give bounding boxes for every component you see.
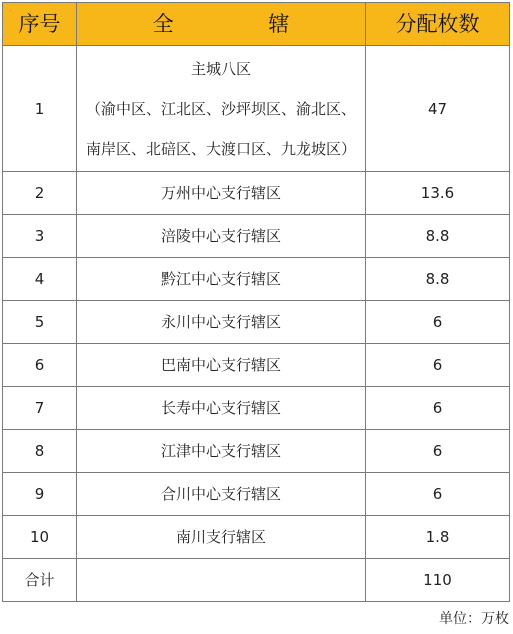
table-row <box>3 387 510 430</box>
table-row <box>3 344 510 387</box>
table-body <box>3 46 510 602</box>
table-row <box>3 258 510 301</box>
row-count: 6 <box>366 301 510 344</box>
row-area: 万州中心支行辖区 <box>77 172 366 215</box>
total-row <box>3 559 510 602</box>
area-line: 主城八区 <box>190 59 251 78</box>
table-header <box>3 3 510 46</box>
row-index: 2 <box>3 172 77 215</box>
table-row <box>3 473 510 516</box>
row-area: 永川中心支行辖区 <box>77 301 366 344</box>
row-area: 黔江中心支行辖区 <box>77 258 366 301</box>
row-index: 7 <box>3 387 77 430</box>
row-count: 6 <box>366 430 510 473</box>
row-count: 6 <box>366 344 510 387</box>
row-index: 1 <box>3 46 77 172</box>
area-line: （渝中区、江北区、沙坪坝区、渝北区、 <box>85 99 356 118</box>
row-count: 13.6 <box>366 172 510 215</box>
total-area <box>77 559 366 602</box>
row-area: 南川支行辖区 <box>77 516 366 559</box>
row-count: 6 <box>366 387 510 430</box>
unit-note: 单位：万枚 <box>439 611 509 627</box>
row-index: 10 <box>3 516 77 559</box>
header-area: 全 辖 <box>77 3 366 46</box>
table-row <box>3 215 510 258</box>
table-row <box>3 172 510 215</box>
total-label: 合计 <box>3 559 77 602</box>
row-count: 8.8 <box>366 258 510 301</box>
row-index: 8 <box>3 430 77 473</box>
row-area <box>77 46 366 172</box>
header-index: 序号 <box>3 3 77 46</box>
header-row <box>3 3 510 46</box>
row-index: 6 <box>3 344 77 387</box>
row-area: 合川中心支行辖区 <box>77 473 366 516</box>
row-area: 涪陵中心支行辖区 <box>77 215 366 258</box>
row-index: 4 <box>3 258 77 301</box>
allocation-table <box>2 2 510 602</box>
row-count: 8.8 <box>366 215 510 258</box>
table-row <box>3 46 510 172</box>
row-area: 巴南中心支行辖区 <box>77 344 366 387</box>
area-line: 南岸区、北碚区、大渡口区、九龙坡区） <box>85 139 356 158</box>
total-count: 110 <box>366 559 510 602</box>
table-row <box>3 430 510 473</box>
row-area: 长寿中心支行辖区 <box>77 387 366 430</box>
row-count: 1.8 <box>366 516 510 559</box>
row-count: 6 <box>366 473 510 516</box>
row-count: 47 <box>366 46 510 172</box>
table-row <box>3 516 510 559</box>
header-count: 分配枚数 <box>366 3 510 46</box>
row-area: 江津中心支行辖区 <box>77 430 366 473</box>
table-row <box>3 301 510 344</box>
row-index: 5 <box>3 301 77 344</box>
row-index: 9 <box>3 473 77 516</box>
row-index: 3 <box>3 215 77 258</box>
